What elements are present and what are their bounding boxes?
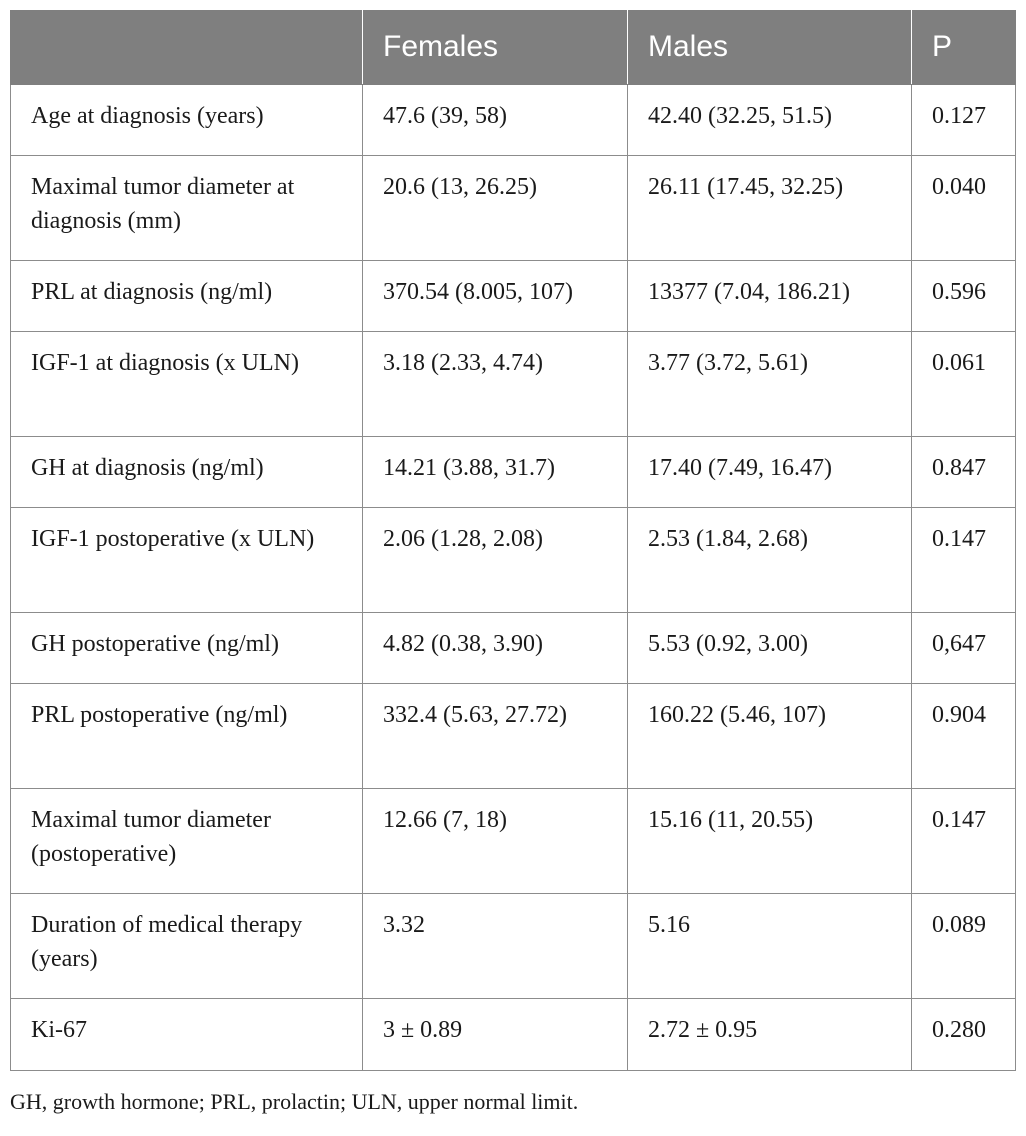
row-label: Ki-67 [11,998,363,1070]
table-row [11,331,1016,436]
header-cell-variable [11,10,363,84]
table-row [11,436,1016,507]
data-table [10,10,1016,1071]
row-label: Age at diagnosis (years) [11,84,363,155]
females-value: 47.6 (39, 58) [363,84,628,155]
p-value: 0.280 [912,998,1016,1070]
p-value: 0.147 [912,788,1016,893]
males-value: 2.72 ± 0.95 [628,998,912,1070]
females-value: 14.21 (3.88, 31.7) [363,436,628,507]
females-value: 12.66 (7, 18) [363,788,628,893]
table-row [11,612,1016,683]
males-value: 13377 (7.04, 186.21) [628,260,912,331]
females-value: 3.32 [363,893,628,998]
table-row [11,788,1016,893]
table-row [11,155,1016,260]
females-value: 332.4 (5.63, 27.72) [363,683,628,788]
table-footnote: GH, growth hormone; PRL, prolactin; ULN, upper normal limit. [10,1088,579,1114]
males-value: 160.22 (5.46, 107) [628,683,912,788]
p-value: 0.847 [912,436,1016,507]
table-row [11,998,1016,1070]
row-label: Duration of medical therapy (years) [11,893,363,998]
header-cell-p: P [912,10,1016,84]
table-row [11,260,1016,331]
males-value: 26.11 (17.45, 32.25) [628,155,912,260]
row-label: IGF-1 postoperative (x ULN) [11,507,363,612]
row-label: Maximal tumor diameter at diagnosis (mm) [11,155,363,260]
p-value: 0.596 [912,260,1016,331]
row-label: PRL postoperative (ng/ml) [11,683,363,788]
p-value: 0,647 [912,612,1016,683]
table-container [10,10,1015,1117]
females-value: 2.06 (1.28, 2.08) [363,507,628,612]
table-header [11,10,1016,84]
row-label: PRL at diagnosis (ng/ml) [11,260,363,331]
row-label: IGF-1 at diagnosis (x ULN) [11,331,363,436]
p-value: 0.147 [912,507,1016,612]
males-value: 3.77 (3.72, 5.61) [628,331,912,436]
p-value: 0.904 [912,683,1016,788]
table-row [11,507,1016,612]
males-value: 5.53 (0.92, 3.00) [628,612,912,683]
females-value: 4.82 (0.38, 3.90) [363,612,628,683]
table-row [11,84,1016,155]
p-value: 0.089 [912,893,1016,998]
p-value: 0.127 [912,84,1016,155]
row-label: Maximal tumor diameter (postoperative) [11,788,363,893]
males-value: 15.16 (11, 20.55) [628,788,912,893]
header-cell-males: Males [628,10,912,84]
females-value: 370.54 (8.005, 107) [363,260,628,331]
header-row [11,10,1016,84]
females-value: 3 ± 0.89 [363,998,628,1070]
row-label: GH at diagnosis (ng/ml) [11,436,363,507]
p-value: 0.040 [912,155,1016,260]
table-row [11,893,1016,998]
males-value: 5.16 [628,893,912,998]
males-value: 17.40 (7.49, 16.47) [628,436,912,507]
males-value: 2.53 (1.84, 2.68) [628,507,912,612]
table-body [11,84,1016,1070]
females-value: 20.6 (13, 26.25) [363,155,628,260]
females-value: 3.18 (2.33, 4.74) [363,331,628,436]
header-cell-females: Females [363,10,628,84]
table-row [11,683,1016,788]
males-value: 42.40 (32.25, 51.5) [628,84,912,155]
row-label: GH postoperative (ng/ml) [11,612,363,683]
p-value: 0.061 [912,331,1016,436]
